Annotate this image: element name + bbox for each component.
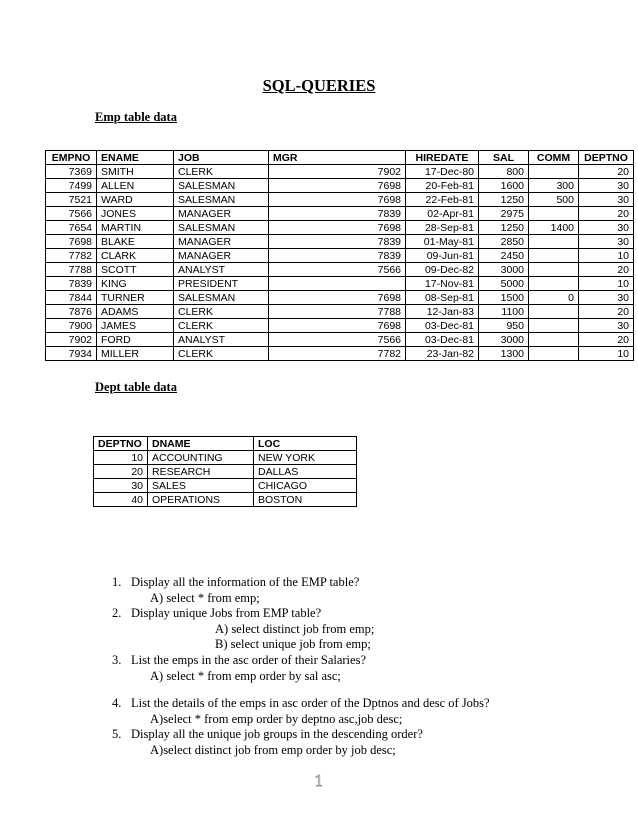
table-row <box>46 235 634 249</box>
table-cell: 7698 <box>269 319 406 333</box>
table-cell: 7902 <box>269 165 406 179</box>
table-cell: 09-Dec-82 <box>406 263 479 277</box>
table-cell: 1500 <box>479 291 529 305</box>
table-cell: ALLEN <box>97 179 174 193</box>
table-cell: 12-Jan-83 <box>406 305 479 319</box>
table-cell: 1600 <box>479 179 529 193</box>
table-cell: 7788 <box>269 305 406 319</box>
question-text: List the emps in the asc order of their Salaries? <box>131 652 366 667</box>
table-row <box>46 333 634 347</box>
table-row <box>46 319 634 333</box>
question-text: Display all the unique job groups in the descending order? <box>131 727 423 742</box>
question-item <box>112 696 612 727</box>
table-cell: NEW YORK <box>254 451 357 465</box>
table-cell: 7698 <box>46 235 97 249</box>
table-cell: 20 <box>94 465 148 479</box>
table-cell: 7698 <box>269 291 406 305</box>
table-cell: 30 <box>579 319 634 333</box>
table-cell: 3000 <box>479 263 529 277</box>
table-row <box>46 249 634 263</box>
table-cell: 7654 <box>46 221 97 235</box>
table-cell: CHICAGO <box>254 479 357 493</box>
question-text: Display unique Jobs from EMP table? <box>131 606 322 621</box>
table-row <box>94 465 357 479</box>
table-cell: 30 <box>579 291 634 305</box>
table-cell: 10 <box>579 277 634 291</box>
table-cell: 10 <box>579 347 634 361</box>
table-cell: 7844 <box>46 291 97 305</box>
table-row <box>46 193 634 207</box>
table-cell <box>529 207 579 221</box>
table-cell: 17-Nov-81 <box>406 277 479 291</box>
table-cell: 7902 <box>46 333 97 347</box>
table-cell: 2450 <box>479 249 529 263</box>
table-cell: ANALYST <box>174 263 269 277</box>
table-cell: 30 <box>579 193 634 207</box>
question-list <box>112 575 612 759</box>
table-cell <box>529 263 579 277</box>
table-cell: 7566 <box>269 333 406 347</box>
column-header: SAL <box>479 151 529 165</box>
table-cell: 2850 <box>479 235 529 249</box>
column-header: ENAME <box>97 151 174 165</box>
table-cell: 01-May-81 <box>406 235 479 249</box>
table-cell: 7698 <box>269 193 406 207</box>
column-header: DEPTNO <box>579 151 634 165</box>
spacer <box>112 684 612 696</box>
table-cell: CLERK <box>174 305 269 319</box>
table-cell: 7839 <box>269 235 406 249</box>
column-header: LOC <box>254 437 357 451</box>
table-cell: 28-Sep-81 <box>406 221 479 235</box>
table-cell <box>529 347 579 361</box>
table-cell <box>529 319 579 333</box>
table-row <box>46 179 634 193</box>
table-cell: CLERK <box>174 319 269 333</box>
emp-table-body <box>46 165 634 361</box>
table-cell: 30 <box>94 479 148 493</box>
question-number: 4. <box>112 696 122 711</box>
table-cell: 20 <box>579 263 634 277</box>
answer-text: A)select distinct job from emp order by job desc; <box>150 742 396 757</box>
table-cell <box>529 249 579 263</box>
table-cell: 20-Feb-81 <box>406 179 479 193</box>
table-cell: 20 <box>579 165 634 179</box>
table-cell: SMITH <box>97 165 174 179</box>
question-number: 5. <box>112 727 122 742</box>
question-number: 1. <box>112 575 122 589</box>
table-cell: MARTIN <box>97 221 174 235</box>
table-cell: 30 <box>579 221 634 235</box>
table-cell <box>529 277 579 291</box>
answer-text: A) select * from emp; <box>150 590 260 605</box>
table-cell: 500 <box>529 193 579 207</box>
dept-table-header-row <box>94 437 357 451</box>
emp-table-header-row <box>46 151 634 165</box>
column-header: DNAME <box>148 437 254 451</box>
table-cell: 7566 <box>46 207 97 221</box>
answer-text: B) select unique job from emp; <box>215 637 371 652</box>
table-cell: 30 <box>579 235 634 249</box>
table-cell: BOSTON <box>254 493 357 507</box>
dept-table <box>93 436 357 507</box>
table-cell: SALESMAN <box>174 291 269 305</box>
question-number: 3. <box>112 652 122 667</box>
dept-table-body <box>94 451 357 507</box>
table-cell: 17-Dec-80 <box>406 165 479 179</box>
table-cell <box>529 235 579 249</box>
table-cell: 40 <box>94 493 148 507</box>
table-row <box>94 451 357 465</box>
question-number: 2. <box>112 606 122 621</box>
table-cell: FORD <box>97 333 174 347</box>
emp-table <box>45 150 634 361</box>
table-row <box>46 221 634 235</box>
table-cell <box>269 277 406 291</box>
table-cell: OPERATIONS <box>148 493 254 507</box>
table-cell: MANAGER <box>174 207 269 221</box>
table-cell: 1250 <box>479 221 529 235</box>
table-cell: 20 <box>579 207 634 221</box>
table-cell: SCOTT <box>97 263 174 277</box>
column-header: EMPNO <box>46 151 97 165</box>
page-title: SQL-QUERIES <box>262 76 376 95</box>
table-cell: SALESMAN <box>174 179 269 193</box>
table-cell: RESEARCH <box>148 465 254 479</box>
table-cell: 800 <box>479 165 529 179</box>
table-cell: JAMES <box>97 319 174 333</box>
question-item <box>112 727 612 758</box>
table-cell: 7499 <box>46 179 97 193</box>
table-cell: 7369 <box>46 165 97 179</box>
table-cell: 7521 <box>46 193 97 207</box>
table-cell: CLERK <box>174 165 269 179</box>
table-cell: 03-Dec-81 <box>406 333 479 347</box>
column-header: COMM <box>529 151 579 165</box>
table-cell: DALLAS <box>254 465 357 479</box>
column-header: DEPTNO <box>94 437 148 451</box>
table-cell: 7876 <box>46 305 97 319</box>
table-row <box>46 207 634 221</box>
table-cell: 0 <box>529 291 579 305</box>
table-cell: 7698 <box>269 221 406 235</box>
dept-section-title: Dept table data <box>95 380 177 394</box>
table-cell: 10 <box>579 249 634 263</box>
table-cell: KING <box>97 277 174 291</box>
table-cell: MANAGER <box>174 235 269 249</box>
table-cell: 1400 <box>529 221 579 235</box>
table-row <box>46 291 634 305</box>
question-text: Display all the information of the EMP table? <box>131 575 360 589</box>
table-cell: 7782 <box>269 347 406 361</box>
table-row <box>46 347 634 361</box>
answer-text: A) select distinct job from emp; <box>215 621 375 636</box>
question-item <box>112 575 612 606</box>
table-cell: 2975 <box>479 207 529 221</box>
table-cell: 5000 <box>479 277 529 291</box>
question-text: List the details of the emps in asc order of the Dptnos and desc of Jobs? <box>131 696 490 711</box>
table-cell: ACCOUNTING <box>148 451 254 465</box>
table-cell: WARD <box>97 193 174 207</box>
table-cell: SALES <box>148 479 254 493</box>
column-header: HIREDATE <box>406 151 479 165</box>
table-cell: 7839 <box>269 249 406 263</box>
question-item <box>112 653 612 684</box>
table-cell <box>529 305 579 319</box>
table-cell <box>529 165 579 179</box>
table-cell: SALESMAN <box>174 221 269 235</box>
table-cell: 7934 <box>46 347 97 361</box>
table-row <box>46 165 634 179</box>
table-cell: ANALYST <box>174 333 269 347</box>
table-cell: MANAGER <box>174 249 269 263</box>
table-cell: 1300 <box>479 347 529 361</box>
table-row <box>46 305 634 319</box>
table-cell: 20 <box>579 305 634 319</box>
table-cell: 1250 <box>479 193 529 207</box>
table-row <box>46 263 634 277</box>
table-cell: 7839 <box>46 277 97 291</box>
table-cell: BLAKE <box>97 235 174 249</box>
answer-text: A) select * from emp order by sal asc; <box>150 668 341 683</box>
table-cell: 7782 <box>46 249 97 263</box>
table-cell: 08-Sep-81 <box>406 291 479 305</box>
table-cell: CLERK <box>174 347 269 361</box>
table-cell: TURNER <box>97 291 174 305</box>
table-cell: 7839 <box>269 207 406 221</box>
table-cell: 02-Apr-81 <box>406 207 479 221</box>
table-cell: 300 <box>529 179 579 193</box>
table-cell: 950 <box>479 319 529 333</box>
table-row <box>46 277 634 291</box>
table-cell: 03-Dec-81 <box>406 319 479 333</box>
table-cell: 23-Jan-82 <box>406 347 479 361</box>
table-cell: 3000 <box>479 333 529 347</box>
table-cell: 7900 <box>46 319 97 333</box>
table-cell <box>529 333 579 347</box>
question-item <box>112 606 612 653</box>
table-cell: 22-Feb-81 <box>406 193 479 207</box>
column-header: JOB <box>174 151 269 165</box>
emp-section-title: Emp table data <box>95 110 177 124</box>
table-cell: 7788 <box>46 263 97 277</box>
column-header: MGR <box>269 151 406 165</box>
table-cell: PRESIDENT <box>174 277 269 291</box>
table-cell: CLARK <box>97 249 174 263</box>
table-cell: 30 <box>579 179 634 193</box>
table-cell: SALESMAN <box>174 193 269 207</box>
table-cell: MILLER <box>97 347 174 361</box>
table-cell: 7566 <box>269 263 406 277</box>
table-cell: 1100 <box>479 305 529 319</box>
answer-text: A)select * from emp order by deptno asc,job desc; <box>150 711 403 726</box>
page-number: 1 <box>314 772 324 790</box>
table-cell: 10 <box>94 451 148 465</box>
table-cell: 7698 <box>269 179 406 193</box>
table-cell: JONES <box>97 207 174 221</box>
table-cell: ADAMS <box>97 305 174 319</box>
table-row <box>94 479 357 493</box>
table-row <box>94 493 357 507</box>
table-cell: 20 <box>579 333 634 347</box>
table-cell: 09-Jun-81 <box>406 249 479 263</box>
